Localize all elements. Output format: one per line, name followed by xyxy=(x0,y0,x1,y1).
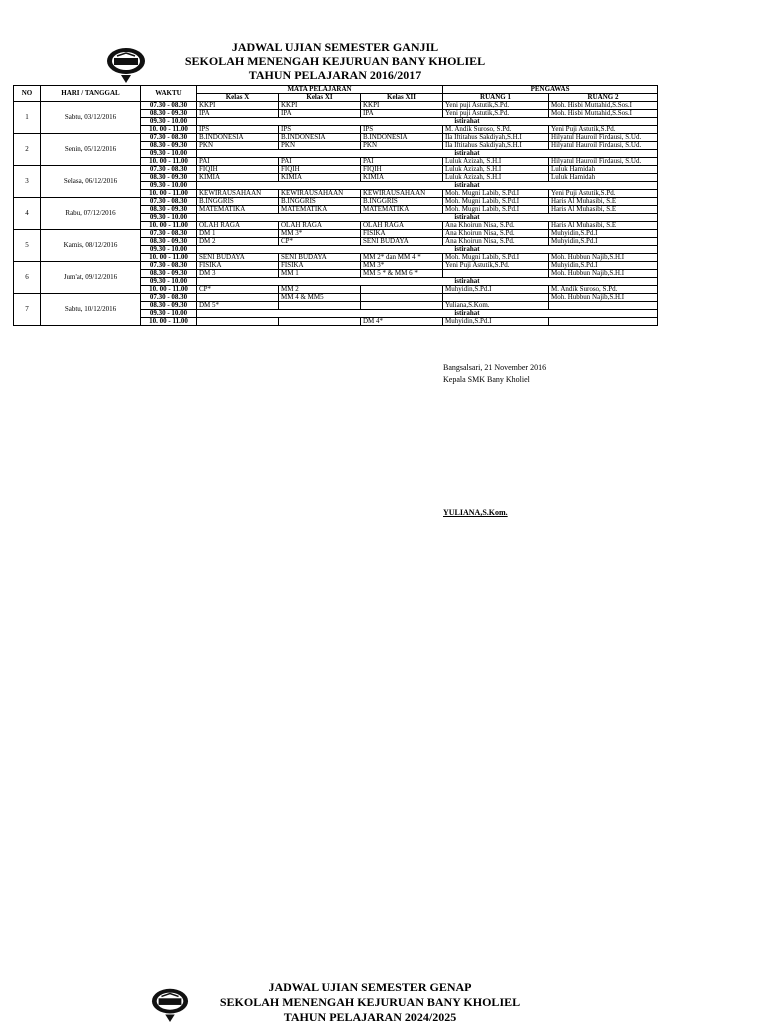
slot-time: 07.30 - 08.30 xyxy=(141,294,197,302)
subject-kelas-xii: MM 5 * & MM 6 * xyxy=(361,270,443,278)
subject-kelas-xi: FIQIH xyxy=(279,166,361,174)
day-date: Jum'at, 09/12/2016 xyxy=(41,262,141,294)
signature-place-date: Bangsalsari, 21 November 2016 xyxy=(443,363,547,372)
supervisor-room-1: Ila Iftitahus Sakdiyah,S.H.I xyxy=(443,134,549,142)
slot-time: 07.30 - 08.30 xyxy=(141,198,197,206)
break-label: istirahat xyxy=(454,213,480,221)
supervisor-room-1: Yeni puji Astutik,S.Pd. xyxy=(443,102,549,110)
subject-kelas-xii: OLAH RAGA xyxy=(361,222,443,230)
subject-kelas-x: PKN xyxy=(197,142,279,150)
title-line-1: JADWAL UJIAN SEMESTER GANJIL xyxy=(231,40,439,54)
subject-kelas-xii xyxy=(361,286,443,294)
supervisor-room-1: Luluk Azizah, S.H.I xyxy=(443,166,549,174)
subject-kelas-xii: MATEMATIKA xyxy=(361,206,443,214)
subject-kelas-xi: KKPI xyxy=(279,102,361,110)
subject-kelas-x: OLAH RAGA xyxy=(197,222,279,230)
subject-kelas-x xyxy=(197,294,279,302)
subject-kelas-x: KEWIRAUSAHAAN xyxy=(197,190,279,198)
day-number: 2 xyxy=(14,134,41,166)
break-row xyxy=(197,214,658,222)
day-date: Senin, 05/12/2016 xyxy=(41,134,141,166)
subject-kelas-xi: B.INDONESIA xyxy=(279,134,361,142)
supervisor-room-1: Moh. Mugni Labib, S.Pd.I xyxy=(443,254,549,262)
slot-time: 08.30 - 09.30 xyxy=(141,238,197,246)
day-number: 5 xyxy=(14,230,41,262)
subject-kelas-xi: KIMIA xyxy=(279,174,361,182)
subject-kelas-xii xyxy=(361,294,443,302)
subject-kelas-x: DM 1 xyxy=(197,230,279,238)
supervisor-room-2 xyxy=(549,302,658,310)
supervisor-room-1: Moh. Mugni Labib, S.Pd.I xyxy=(443,198,549,206)
subject-kelas-x: KIMIA xyxy=(197,174,279,182)
subject-kelas-xi xyxy=(279,302,361,310)
supervisor-room-1: Ana Khoirun Nisa, S.Pd. xyxy=(443,230,549,238)
subject-kelas-xii: KIMIA xyxy=(361,174,443,182)
supervisor-room-1 xyxy=(443,270,549,278)
school-logo-icon-bottom xyxy=(150,985,190,1023)
supervisor-room-2 xyxy=(549,318,658,326)
subject-kelas-x: DM 5* xyxy=(197,302,279,310)
supervisor-room-2: Haris Al Muhasibi, S.E xyxy=(549,222,658,230)
subject-kelas-xi: IPA xyxy=(279,110,361,118)
supervisor-room-2: Luluk Hamidah xyxy=(549,174,658,182)
supervisor-room-2: Yeni Puji Astutik,S.Pd. xyxy=(549,126,658,134)
break-label: istirahat xyxy=(454,117,480,125)
slot-time: 09.30 - 10.00 xyxy=(141,214,197,222)
slot-time: 07.30 - 08.30 xyxy=(141,230,197,238)
slot-time: 10. 00 - 11.00 xyxy=(141,318,197,326)
slot-time: 10. 00 - 11.00 xyxy=(141,222,197,230)
subject-kelas-x: B.INGGRIS xyxy=(197,198,279,206)
break-row xyxy=(197,310,658,318)
subject-kelas-x: DM 3 xyxy=(197,270,279,278)
subject-kelas-x: IPS xyxy=(197,126,279,134)
subject-kelas-x: DM 2 xyxy=(197,238,279,246)
supervisor-room-2: Luluk Hamidah xyxy=(549,166,658,174)
subject-kelas-xi: SENI BUDAYA xyxy=(279,254,361,262)
next-title-line-1: JADWAL UJIAN SEMESTER GENAP xyxy=(268,980,472,994)
school-logo-icon xyxy=(105,44,147,84)
day-number: 3 xyxy=(14,166,41,198)
break-label: istirahat xyxy=(454,277,480,285)
table-row xyxy=(14,198,658,206)
slot-time: 10. 00 - 11.00 xyxy=(141,126,197,134)
subject-kelas-xi: MATEMATIKA xyxy=(279,206,361,214)
day-date: Sabtu, 03/12/2016 xyxy=(41,102,141,134)
subject-kelas-xii: IPA xyxy=(361,110,443,118)
header-time: WAKTU xyxy=(141,86,197,102)
supervisor-room-1: Muhyidin,S.Pd.I xyxy=(443,318,549,326)
supervisor-room-2: Haris Al Muhasibi, S.E xyxy=(549,198,658,206)
signature-name: YULIANA,S.Kom. xyxy=(443,508,508,517)
slot-time: 09.30 - 10.00 xyxy=(141,246,197,254)
subject-kelas-xii: FISIKA xyxy=(361,230,443,238)
title-line-3: TAHUN PELAJARAN 2016/2017 xyxy=(248,68,422,82)
slot-time: 10. 00 - 11.00 xyxy=(141,190,197,198)
subject-kelas-x: FIQIH xyxy=(197,166,279,174)
header-subject: MATA PELAJARAN xyxy=(197,86,443,94)
header-kelas-xi: Kelas XI xyxy=(279,94,361,102)
subject-kelas-xii: B.INDONESIA xyxy=(361,134,443,142)
subject-kelas-xi: MM 1 xyxy=(279,270,361,278)
title-line-2: SEKOLAH MENENGAH KEJURUAN BANY KHOLIEL xyxy=(184,54,486,68)
supervisor-room-2: Haris Al Muhasibi, S.E xyxy=(549,206,658,214)
supervisor-room-1: Muhyidin,S.Pd.I xyxy=(443,286,549,294)
supervisor-room-1: M. Andik Suroso, S.Pd. xyxy=(443,126,549,134)
subject-kelas-x: MATEMATIKA xyxy=(197,206,279,214)
slot-time: 08.30 - 09.30 xyxy=(141,174,197,182)
day-date: Rabu, 07/12/2016 xyxy=(41,198,141,230)
subject-kelas-xi: CP* xyxy=(279,238,361,246)
subject-kelas-x: PAI xyxy=(197,158,279,166)
slot-time: 09.30 - 10.00 xyxy=(141,310,197,318)
slot-time: 10. 00 - 11.00 xyxy=(141,254,197,262)
subject-kelas-xii: PKN xyxy=(361,142,443,150)
table-row xyxy=(14,262,658,270)
slot-time: 10. 00 - 11.00 xyxy=(141,286,197,294)
table-row xyxy=(14,102,658,110)
subject-kelas-x: KKPI xyxy=(197,102,279,110)
subject-kelas-xi xyxy=(279,318,361,326)
break-row xyxy=(197,150,658,158)
slot-time: 07.30 - 08.30 xyxy=(141,262,197,270)
supervisor-room-2: Moh. Hisbi Muttahid,S.Sos.I xyxy=(549,110,658,118)
subject-kelas-xi: KEWIRAUSAHAAN xyxy=(279,190,361,198)
supervisor-room-2: Moh. Hisbi Muttahid,S.Sos.I xyxy=(549,102,658,110)
table-row xyxy=(14,230,658,238)
break-row xyxy=(197,118,658,126)
next-document-title xyxy=(205,980,535,1025)
slot-time: 07.30 - 08.30 xyxy=(141,166,197,174)
slot-time: 08.30 - 09.30 xyxy=(141,110,197,118)
subject-kelas-xii: MM 2* dan MM 4 * xyxy=(361,254,443,262)
subject-kelas-x: CP* xyxy=(197,286,279,294)
table-row xyxy=(14,166,658,174)
subject-kelas-xii: MM 3* xyxy=(361,262,443,270)
header-no: NO xyxy=(14,86,41,102)
supervisor-room-2: Moh. Hubbun Najib,S.H.I xyxy=(549,270,658,278)
break-label: istirahat xyxy=(454,245,480,253)
supervisor-room-1: Moh. Mugni Labib, S.Pd.I xyxy=(443,206,549,214)
header-kelas-x: Kelas X xyxy=(197,94,279,102)
supervisor-room-1: Moh. Mugni Labib, S.Pd.I xyxy=(443,190,549,198)
slot-time: 07.30 - 08.30 xyxy=(141,134,197,142)
supervisor-room-2: Hilyatul Hauroil Firdausi, S.Ud. xyxy=(549,142,658,150)
subject-kelas-x: SENI BUDAYA xyxy=(197,254,279,262)
supervisor-room-1 xyxy=(443,294,549,302)
day-number: 4 xyxy=(14,198,41,230)
subject-kelas-x: B.INDONESIA xyxy=(197,134,279,142)
break-row xyxy=(197,246,658,254)
slot-time: 08.30 - 09.30 xyxy=(141,206,197,214)
header-day-date: HARI / TANGGAL xyxy=(41,86,141,102)
day-date: Selasa, 06/12/2016 xyxy=(41,166,141,198)
next-title-line-3: TAHUN PELAJARAN 2024/2025 xyxy=(283,1010,457,1024)
subject-kelas-xii: PAI xyxy=(361,158,443,166)
slot-time: 08.30 - 09.30 xyxy=(141,142,197,150)
next-title-line-2: SEKOLAH MENENGAH KEJURUAN BANY KHOLIEL xyxy=(219,995,521,1009)
subject-kelas-xi: OLAH RAGA xyxy=(279,222,361,230)
supervisor-room-2: Muhyidin,S.Pd.I xyxy=(549,262,658,270)
subject-kelas-xi: IPS xyxy=(279,126,361,134)
header-kelas-xii: Kelas XII xyxy=(361,94,443,102)
slot-time: 09.30 - 10.00 xyxy=(141,278,197,286)
supervisor-room-1: Luluk Azizah, S.H.I xyxy=(443,174,549,182)
subject-kelas-xii: B.INGGRIS xyxy=(361,198,443,206)
subject-kelas-xi: PKN xyxy=(279,142,361,150)
subject-kelas-xi: MM 2 xyxy=(279,286,361,294)
subject-kelas-xi: B.INGGRIS xyxy=(279,198,361,206)
subject-kelas-xi: FISIKA xyxy=(279,262,361,270)
subject-kelas-xii: KEWIRAUSAHAAN xyxy=(361,190,443,198)
subject-kelas-xii xyxy=(361,302,443,310)
subject-kelas-x: FISIKA xyxy=(197,262,279,270)
subject-kelas-xi: MM 3* xyxy=(279,230,361,238)
supervisor-room-1: Yuliana,S.Kom. xyxy=(443,302,549,310)
header-room-2: RUANG 2 xyxy=(549,94,658,102)
slot-time: 09.30 - 10.00 xyxy=(141,150,197,158)
slot-time: 07.30 - 08.30 xyxy=(141,102,197,110)
break-label: istirahat xyxy=(454,181,480,189)
supervisor-room-1: Yeni puji Astutik,S.Pd. xyxy=(443,110,549,118)
day-number: 1 xyxy=(14,102,41,134)
header-room-1: RUANG 1 xyxy=(443,94,549,102)
header-supervisor: PENGAWAS xyxy=(443,86,658,94)
day-number: 6 xyxy=(14,262,41,294)
supervisor-room-1: Luluk Azizah, S.H.I xyxy=(443,158,549,166)
signature-role: Kepala SMK Bany Kholiel xyxy=(443,375,530,384)
slot-time: 09.30 - 10.00 xyxy=(141,182,197,190)
slot-time: 08.30 - 09.30 xyxy=(141,302,197,310)
supervisor-room-2: Moh. Hubbun Najib,S.H.I xyxy=(549,294,658,302)
supervisor-room-1: Ana Khoirun Nisa, S.Pd. xyxy=(443,238,549,246)
supervisor-room-1: Ana Khoirun Nisa, S.Pd. xyxy=(443,222,549,230)
schedule-body xyxy=(14,102,658,326)
supervisor-room-2: M. Andik Suroso, S.Pd. xyxy=(549,286,658,294)
slot-time: 09.30 - 10.00 xyxy=(141,118,197,126)
day-date: Kamis, 08/12/2016 xyxy=(41,230,141,262)
day-number: 7 xyxy=(14,294,41,326)
break-label: istirahat xyxy=(454,309,480,317)
slot-time: 08.30 - 09.30 xyxy=(141,270,197,278)
supervisor-room-2: Yeni Puji Astutik,S.Pd. xyxy=(549,190,658,198)
slot-time: 10. 00 - 11.00 xyxy=(141,158,197,166)
signature-block xyxy=(443,362,546,386)
subject-kelas-xii: IPS xyxy=(361,126,443,134)
supervisor-room-1: Yeni Puji Astutik,S.Pd. xyxy=(443,262,549,270)
supervisor-room-2: Muhyidin,S.Pd.I xyxy=(549,230,658,238)
supervisor-room-2: Hilyatul Hauroil Firdausi, S.Ud. xyxy=(549,134,658,142)
break-row xyxy=(197,278,658,286)
supervisor-room-2: Moh. Hubbun Najib,S.H.I xyxy=(549,254,658,262)
table-row xyxy=(14,294,658,302)
supervisor-room-2: Hilyatul Hauroil Firdausi, S.Ud. xyxy=(549,158,658,166)
subject-kelas-xii: DM 4* xyxy=(361,318,443,326)
break-row xyxy=(197,182,658,190)
table-row xyxy=(14,134,658,142)
subject-kelas-xi: PAI xyxy=(279,158,361,166)
document-title xyxy=(170,40,500,82)
exam-schedule-table xyxy=(13,85,658,326)
break-label: istirahat xyxy=(454,149,480,157)
subject-kelas-xii: KKPI xyxy=(361,102,443,110)
supervisor-room-2: Muhyidin,S.Pd.I xyxy=(549,238,658,246)
subject-kelas-xii: SENI BUDAYA xyxy=(361,238,443,246)
subject-kelas-xi: MM 4 & MM5 xyxy=(279,294,361,302)
day-date: Sabtu, 10/12/2016 xyxy=(41,294,141,326)
subject-kelas-xii: FIQIH xyxy=(361,166,443,174)
subject-kelas-x xyxy=(197,318,279,326)
supervisor-room-1: Ila Iftitahus Sakdiyah,S.H.I xyxy=(443,142,549,150)
subject-kelas-x: IPA xyxy=(197,110,279,118)
